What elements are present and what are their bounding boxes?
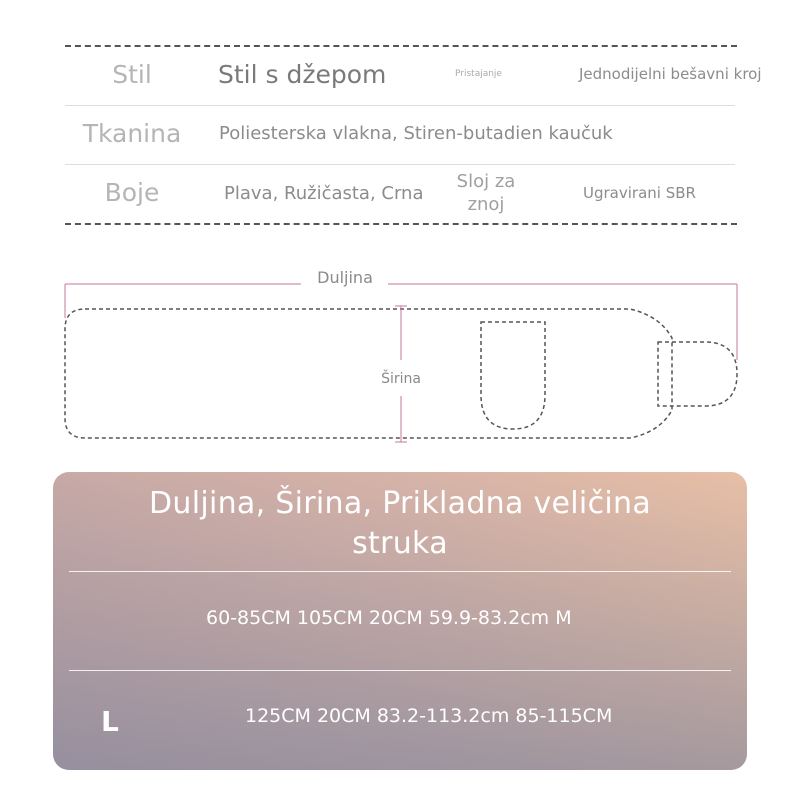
panel-divider [69,571,731,572]
value-colors: Plava, Ružičasta, Crna [224,182,424,204]
value-fabric: Poliesterska vlakna, Stiren-butadien kaučuk [219,122,613,144]
length-label: Duljina [317,268,373,287]
size-label-l: L [101,705,119,738]
size-chart-panel [53,472,747,770]
belt-dimension-diagram [0,250,800,460]
table-top-border [65,45,737,47]
row-divider [65,164,735,165]
size-chart-title-line1: Duljina, Širina, Prikladna veličina [148,486,651,521]
size-row-l: 125CM 20CM 83.2-113.2cm 85-115CM [245,705,613,727]
table-bottom-border [65,223,737,225]
label-fit: Pristajanje [455,69,502,79]
label-colors: Boje [104,177,160,207]
belt-outline [65,309,672,438]
label-sweat-layer-line1: Sloj za [456,171,516,192]
size-chart-title-line2: struka [352,526,448,561]
label-fabric: Tkanina [82,118,182,148]
label-sweat-layer-line2: znoj [467,194,505,215]
value-fit: Jednodijelni bešavni kroj [579,65,762,83]
width-label: Širina [381,371,421,387]
velcro-tab-outline [658,342,737,406]
label-style: Stil [112,59,152,89]
row-divider [65,105,735,106]
value-style: Stil s džepom [218,59,387,89]
panel-divider [69,670,731,671]
size-chart-title [53,484,747,564]
label-sweat-layer [446,170,526,216]
size-row-m: 60-85CM 105CM 20CM 59.9-83.2cm M [206,607,572,629]
pocket-outline [481,322,545,429]
value-sweat-layer: Ugravirani SBR [583,184,696,202]
